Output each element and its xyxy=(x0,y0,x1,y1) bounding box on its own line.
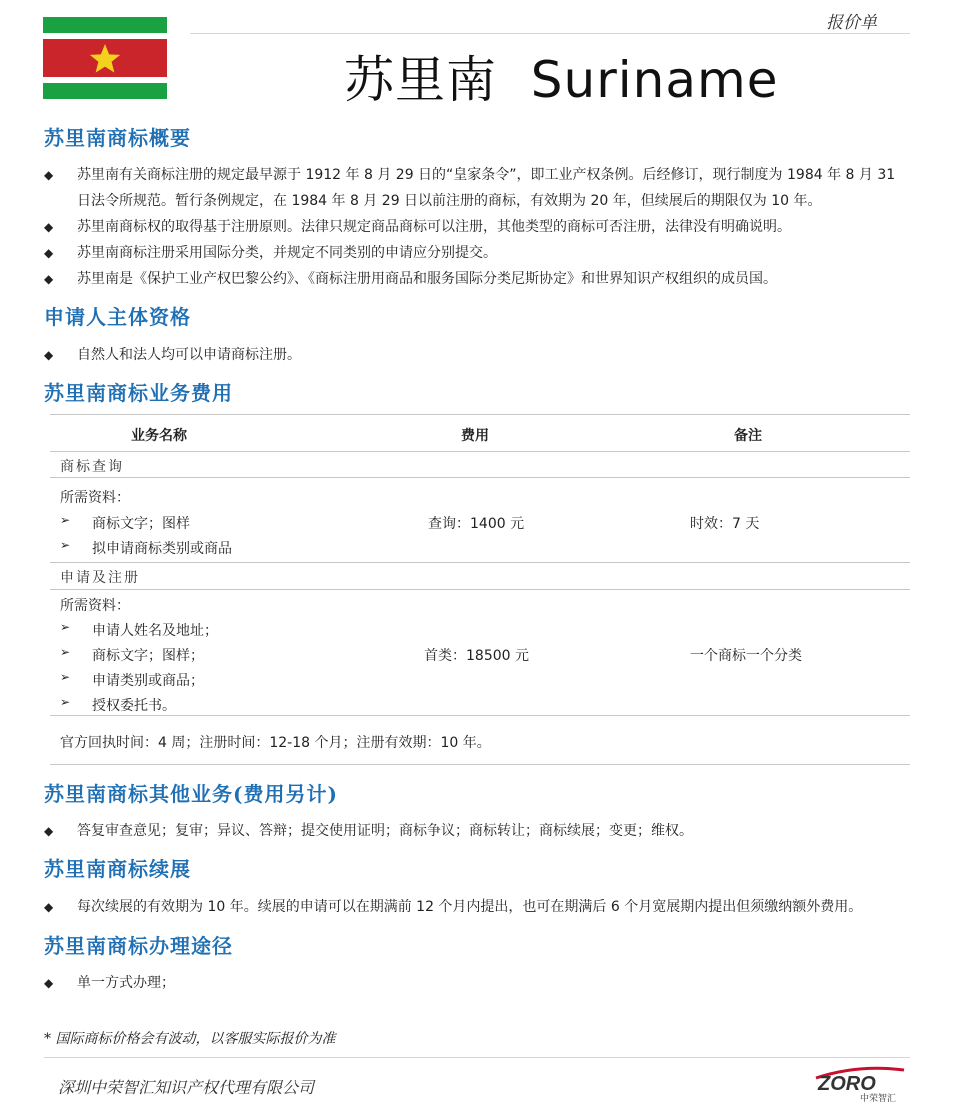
timeline-note: 官方回执时间：4 周；注册时间：12-18 个月；注册有效期：10 年。 xyxy=(60,735,491,751)
list-item-text: 商标文字；图样 xyxy=(92,516,190,532)
list-item-text: 苏里南是《保护工业产权巴黎公约》、《商标注册用商品和服务国际分类尼斯协定》和世界知识产权组织的成员国。 xyxy=(77,271,777,287)
list-item xyxy=(44,970,904,996)
list-item xyxy=(44,240,904,266)
list-item xyxy=(60,620,218,640)
section-heading-overview: 苏里南商标概要 xyxy=(44,126,191,150)
title-cn: 苏里南 xyxy=(344,51,497,109)
list-item-text: 答复审查意见；复审；异议、答辩；提交使用证明；商标争议；商标转让；商标续展；变更；维权。 xyxy=(77,823,693,839)
table-rule xyxy=(50,477,910,478)
table-subheader-registration: 申请及注册 xyxy=(60,570,140,586)
list-item-text: 苏里南商标注册采用国际分类，并规定不同类别的申请应分别提交。 xyxy=(77,245,497,261)
bullet-diamond: ◆ xyxy=(44,246,54,260)
note-registration: 一个商标一个分类 xyxy=(690,648,802,664)
logo-sub-cn: 中荣智汇 xyxy=(860,1094,897,1104)
bullet-diamond: ◆ xyxy=(44,976,54,990)
page-title xyxy=(344,40,778,112)
section-heading-other: 苏里南商标其他业务(费用另计) xyxy=(44,782,338,806)
list-item xyxy=(60,513,190,533)
list-item xyxy=(60,670,204,690)
logo-wordmark: ZORO xyxy=(818,1073,876,1095)
column-header-name: 业务名称 xyxy=(131,428,187,444)
bullet-diamond: ◆ xyxy=(44,348,54,362)
list-item-text: 自然人和法人均可以申请商标注册。 xyxy=(77,347,301,363)
arrow-bullet: ➢ xyxy=(60,538,71,552)
zoro-logo-icon xyxy=(808,1062,908,1104)
list-item-text: 申请类别或商品； xyxy=(92,673,204,689)
section-heading-fees: 苏里南商标业务费用 xyxy=(44,381,233,405)
materials-label: 所需资料： xyxy=(60,598,130,614)
title-en: Suriname xyxy=(530,51,779,109)
table-rule xyxy=(50,589,910,590)
list-item-text: 申请人姓名及地址； xyxy=(92,623,218,639)
doc-type-label: 报价单 xyxy=(826,13,877,33)
bullet-diamond: ◆ xyxy=(44,168,54,182)
list-item xyxy=(44,162,904,214)
section-heading-renewal: 苏里南商标续展 xyxy=(44,857,191,881)
list-item xyxy=(44,214,904,240)
list-item-text: 单一方式办理； xyxy=(77,975,175,991)
bullet-diamond: ◆ xyxy=(44,824,54,838)
price-disclaimer: * 国际商标价格会有波动，以客服实际报价为准 xyxy=(44,1031,336,1047)
list-item-text: 拟申请商标类别或商品 xyxy=(92,541,232,557)
list-item xyxy=(60,538,232,558)
section-heading-applicant: 申请人主体资格 xyxy=(44,305,191,329)
header-divider xyxy=(190,33,910,34)
list-item xyxy=(60,695,176,715)
table-rule xyxy=(50,451,910,452)
bullet-diamond: ◆ xyxy=(44,220,54,234)
list-item-text: 苏里南有关商标注册的规定最早源于 1912 年 8 月 29 日的“皇家条令”，即工业产权条例。后经修订，现行制度为 1984 年 8 月 31 日法令所规范。暂行条例规定，在 1984 年 8 月 29 日以前注册的商标，有效期为 20 年，但续展后的期限仅为 10 年。 xyxy=(77,167,896,209)
list-item xyxy=(44,818,904,844)
list-item xyxy=(44,342,904,368)
column-header-note: 备注 xyxy=(734,428,762,444)
table-rule xyxy=(50,562,910,563)
footer-divider xyxy=(44,1057,910,1058)
note-search: 时效：7 天 xyxy=(690,516,760,532)
arrow-bullet: ➢ xyxy=(60,620,71,634)
list-item-text: 苏里南商标权的取得基于注册原则。法律只规定商品商标可以注册，其他类型的商标可否注册，法律没有明确说明。 xyxy=(77,219,791,235)
fee-registration: 首类：18500 元 xyxy=(424,648,529,664)
section-heading-channel: 苏里南商标办理途径 xyxy=(44,934,233,958)
list-item xyxy=(44,894,904,920)
table-rule xyxy=(50,414,910,415)
table-rule xyxy=(50,715,910,716)
materials-label: 所需资料： xyxy=(60,490,130,506)
company-name: 深圳中荣智汇知识产权代理有限公司 xyxy=(58,1078,315,1097)
bullet-diamond: ◆ xyxy=(44,900,54,914)
fee-search: 查询：1400 元 xyxy=(428,516,525,532)
bullet-diamond: ◆ xyxy=(44,272,54,286)
list-item-text: 授权委托书。 xyxy=(92,698,176,714)
column-header-fee: 费用 xyxy=(461,428,489,444)
table-rule xyxy=(50,764,910,765)
arrow-bullet: ➢ xyxy=(60,645,71,659)
arrow-bullet: ➢ xyxy=(60,513,71,527)
list-item xyxy=(60,645,204,665)
list-item-text: 每次续展的有效期为 10 年。续展的申请可以在期满前 12 个月内提出，也可在期满后 6 个月宽展期内提出但须缴纳额外费用。 xyxy=(77,899,863,915)
suriname-flag-icon xyxy=(43,17,167,99)
list-item xyxy=(44,266,904,292)
arrow-bullet: ➢ xyxy=(60,670,71,684)
list-item-text: 商标文字；图样； xyxy=(92,648,204,664)
table-subheader-search: 商标查询 xyxy=(60,459,124,475)
arrow-bullet: ➢ xyxy=(60,695,71,709)
